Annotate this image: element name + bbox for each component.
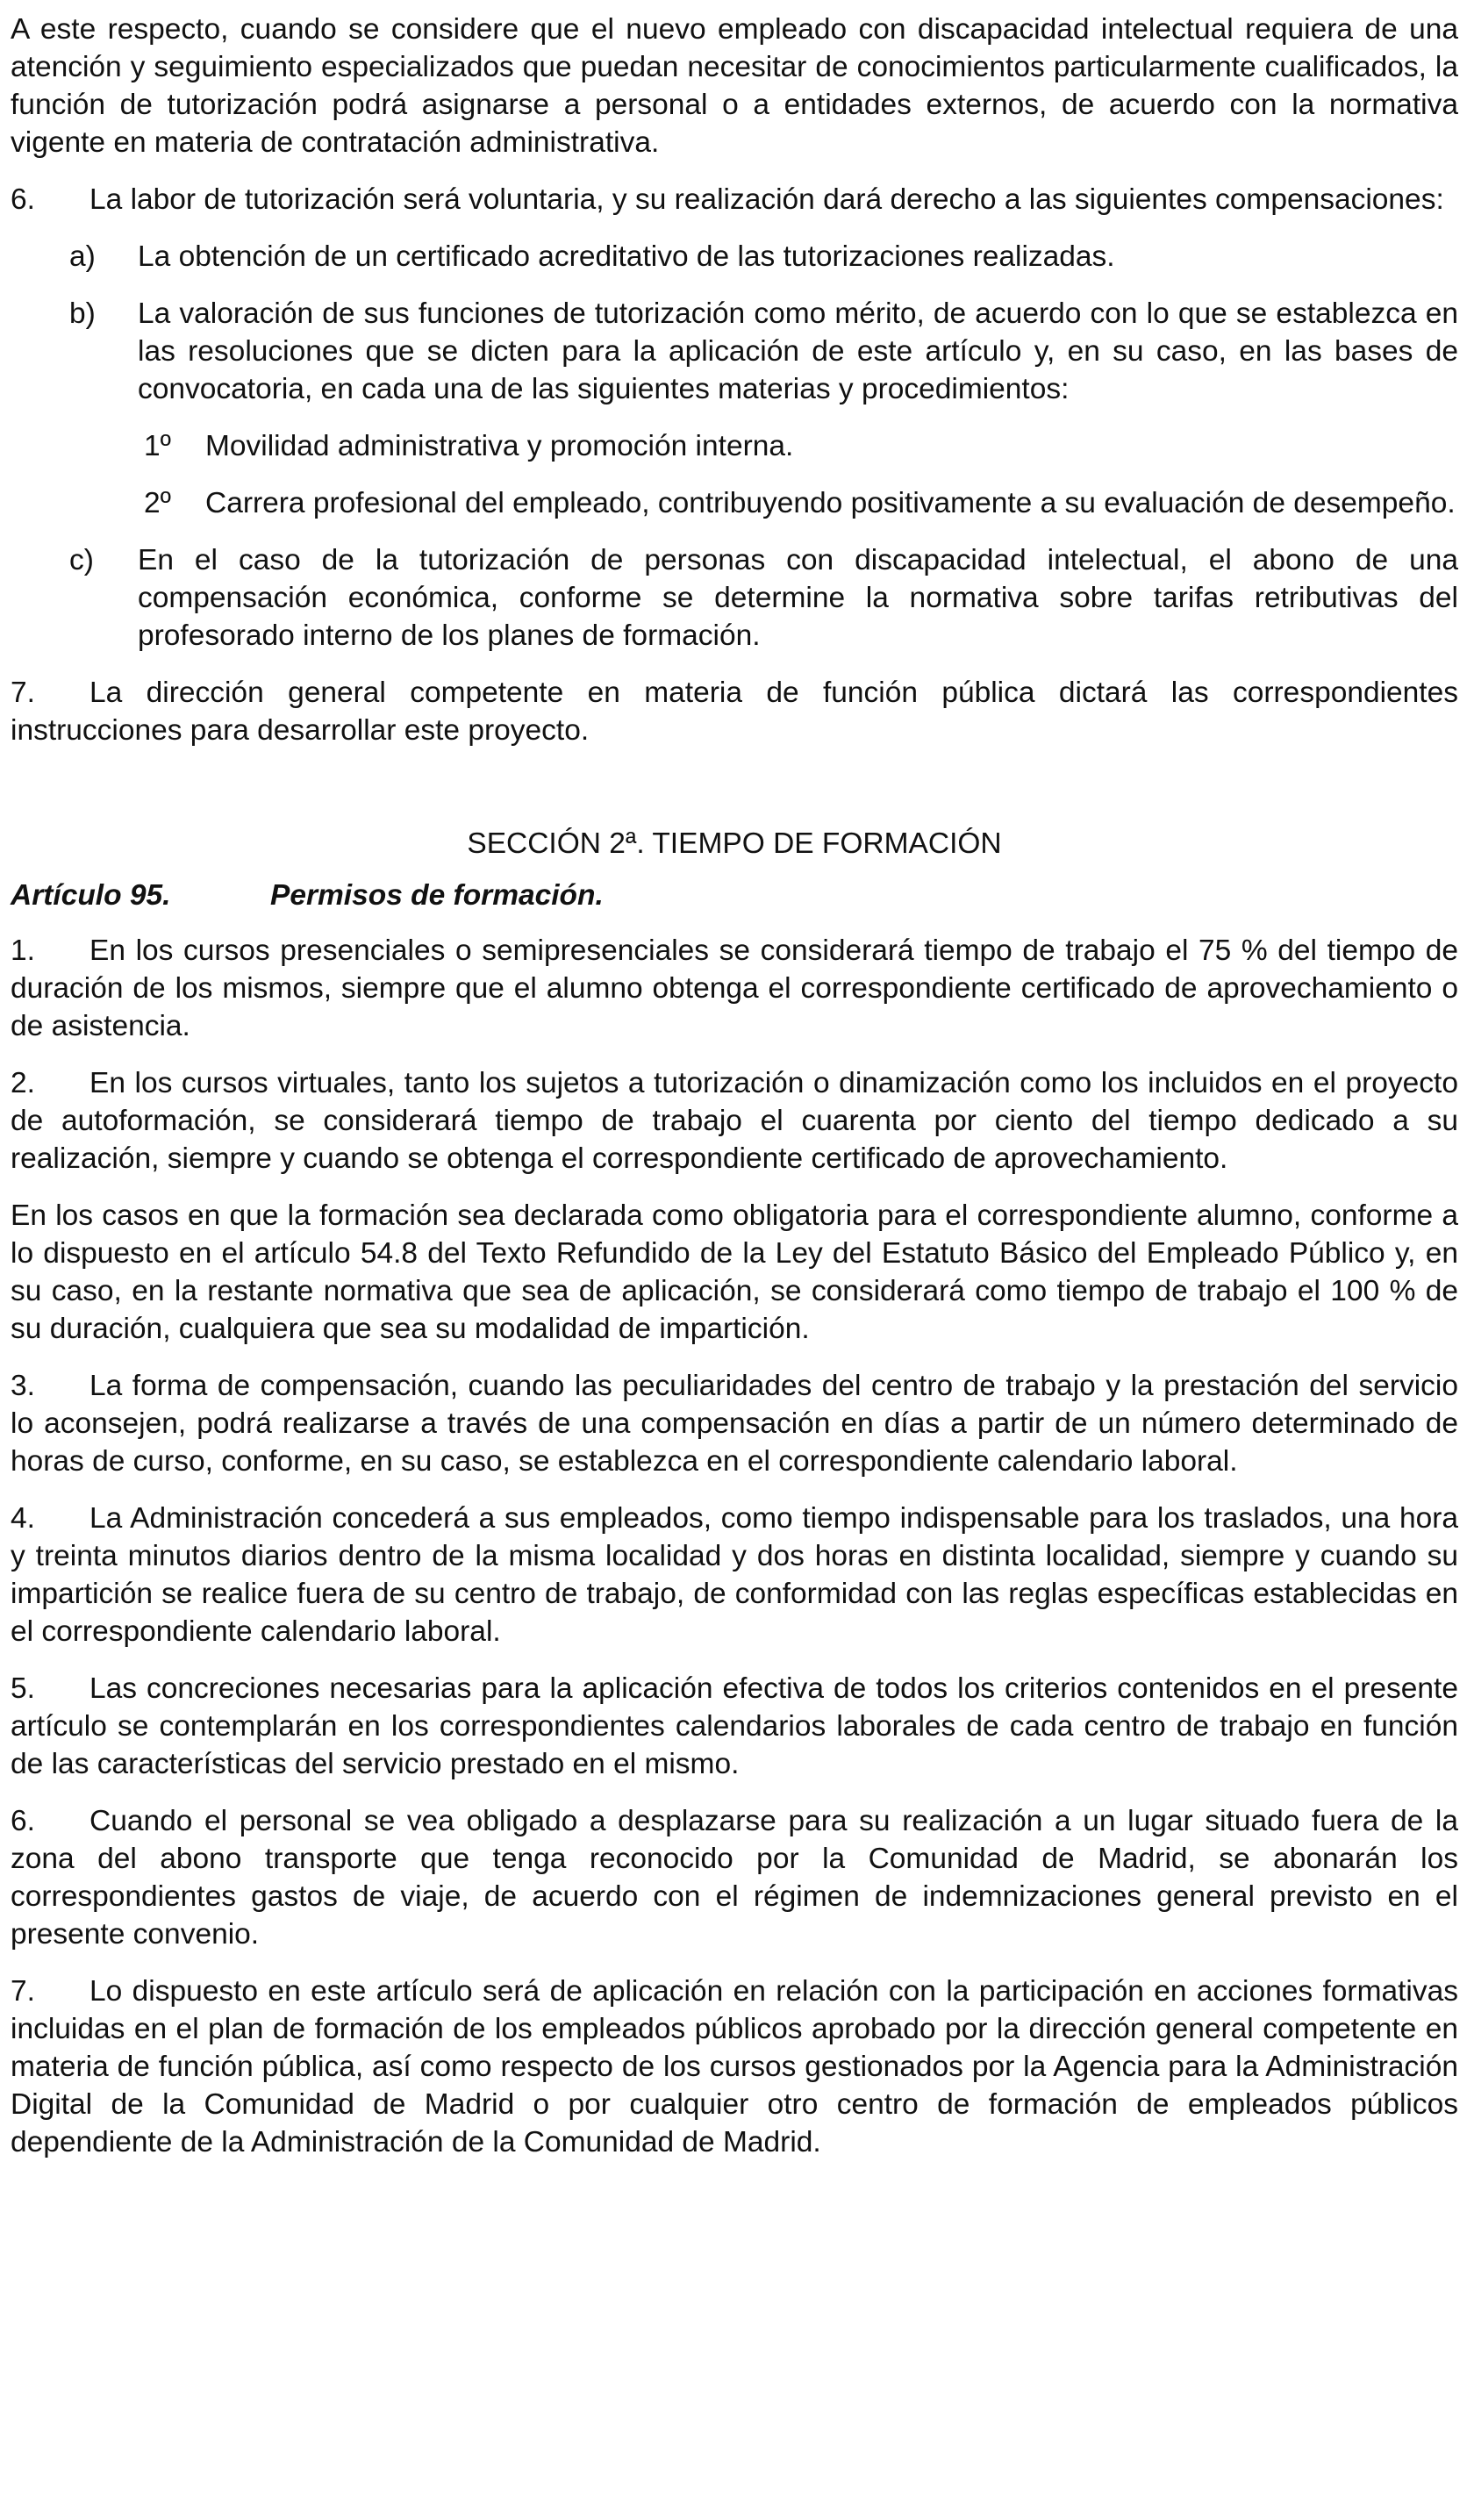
item-number: 1. xyxy=(11,934,35,967)
sub-label: a) xyxy=(69,240,96,273)
subsub-text: Carrera profesional del empleado, contribuyendo positivamente a su evaluación de desempeño. xyxy=(205,487,1456,519)
item-7 xyxy=(11,674,1458,749)
item-number: 2. xyxy=(11,1067,35,1099)
article-item-6 xyxy=(11,1802,1458,1953)
sub-label: b) xyxy=(69,297,96,330)
subsub-label: 2º xyxy=(144,487,171,519)
item-6-sub-c xyxy=(69,541,1458,655)
item-text: Lo dispuesto en este artículo será de aplicación en relación con la participación en acciones formativas incluidas en el plan de formación de los empleados públicos aprobado por la dirección general competente en materia de función pública, así como respecto de los cursos gestionados por la Agencia para la Administración Digital de la Comunidad de Madrid o por cualquier otro centro de formación de empleados públicos dependiente de la Administración de la Comunidad de Madrid. xyxy=(11,1975,1458,2158)
article-item-5 xyxy=(11,1670,1458,1783)
sub-text: La obtención de un certificado acreditativo de las tutorizaciones realizadas. xyxy=(138,240,1115,273)
item-number: 4. xyxy=(11,1502,35,1535)
item-6-b-sub-1 xyxy=(144,427,1458,465)
document-page xyxy=(11,11,1458,2180)
item-text: En los cursos presenciales o semipresenciales se considerará tiempo de trabajo el 75 % del tiempo de duración de los mismos, siempre que el alumno obtenga el correspondiente certificado de aprovechamiento o de asistencia. xyxy=(11,934,1458,1042)
item-text: Cuando el personal se vea obligado a desplazarse para su realización a un lugar situado fuera de la zona del abono transporte que tenga reconocido por la Comunidad de Madrid, se abonarán los correspondientes gastos de viaje, de acuerdo con el régimen de indemnizaciones general previsto en el presente convenio. xyxy=(11,1805,1458,1951)
intro-paragraph: A este respecto, cuando se considere que el nuevo empleado con discapacidad intelectual requiera de una atención y seguimiento especializados que puedan necesitar de conocimientos particularmente cualificados, la función de tutorización podrá asignarse a personal o a entidades externos, de acuerdo con la normativa vigente en materia de contratación administrativa. xyxy=(11,13,1458,159)
item-6-b-sub-2 xyxy=(144,484,1458,522)
article-number: Artículo 95. xyxy=(11,879,171,912)
item-text: La labor de tutorización será voluntaria, y su realización dará derecho a las siguientes compensaciones: xyxy=(89,183,1444,216)
subsub-label: 1º xyxy=(144,430,171,462)
article-item-7 xyxy=(11,1972,1458,2161)
sub-text: La valoración de sus funciones de tutorización como mérito, de acuerdo con lo que se establezca en las resoluciones que se dicten para la aplicación de este artículo y, en su caso, en las bases de convocatoria, en cada una de las siguientes materias y procedimientos: xyxy=(138,297,1458,405)
article-item-1 xyxy=(11,932,1458,1045)
article-item-2 xyxy=(11,1064,1458,1178)
sub-text: En el caso de la tutorización de personas con discapacidad intelectual, el abono de una compensación económica, conforme se determine la normativa sobre tarifas retributivas del profesorado interno de los planes de formación. xyxy=(138,544,1458,652)
article-item-4 xyxy=(11,1500,1458,1650)
item-number: 6. xyxy=(11,1805,35,1837)
article-heading xyxy=(11,877,1458,914)
subsub-text: Movilidad administrativa y promoción interna. xyxy=(205,430,794,462)
sub-label: c) xyxy=(69,544,94,576)
item-text: En los cursos virtuales, tanto los sujetos a tutorización o dinamización como los incluidos en el proyecto de autoformación, se considerará tiempo de trabajo el cuarenta por ciento del tiempo dedicado a su realización, siempre y cuando se obtenga el correspondiente certificado de aprovechamiento. xyxy=(11,1067,1458,1175)
article-title: Permisos de formación. xyxy=(270,879,604,912)
item-number: 5. xyxy=(11,1672,35,1705)
article-item-2-extra: En los casos en que la formación sea declarada como obligatoria para el correspondiente alumno, conforme a lo dispuesto en el artículo 54.8 del Texto Refundido de la Ley del Estatuto Básico del Empleado Público y, en su caso, en la restante normativa que sea de aplicación, se considerará como tiempo de trabajo el 100 % de su duración, cualquiera que sea su modalidad de impartición. xyxy=(11,1199,1458,1345)
item-text: La Administración concederá a sus empleados, como tiempo indispensable para los traslados, una hora y treinta minutos diarios dentro de la misma localidad y dos horas en distinta localidad, siempre y cuando su impartición se realice fuera de su centro de trabajo, de conformidad con las reglas específicas establecidas en el correspondiente calendario laboral. xyxy=(11,1502,1458,1648)
item-text: Las concreciones necesarias para la aplicación efectiva de todos los criterios contenidos en el presente artículo se contemplarán en los correspondientes calendarios laborales de cada centro de trabajo en función de las características del servicio prestado en el mismo. xyxy=(11,1672,1458,1780)
item-number: 7. xyxy=(11,677,35,709)
item-text: La dirección general competente en materia de función pública dictará las correspondientes instrucciones para desarrollar este proyecto. xyxy=(11,677,1458,747)
item-number: 7. xyxy=(11,1975,35,2008)
item-text: La forma de compensación, cuando las peculiaridades del centro de trabajo y la prestación del servicio lo aconsejen, podrá realizarse a través de una compensación en días a partir de un número determinado de horas de curso, conforme, en su caso, se establezca en el correspondiente calendario laboral. xyxy=(11,1370,1458,1478)
section-title: SECCIÓN 2ª. TIEMPO DE FORMACIÓN xyxy=(467,827,1002,860)
item-6-sub-b xyxy=(69,295,1458,408)
item-6-sub-a xyxy=(69,238,1458,276)
item-6 xyxy=(11,181,1458,218)
item-number: 3. xyxy=(11,1370,35,1402)
article-item-3 xyxy=(11,1367,1458,1480)
item-number: 6. xyxy=(11,183,35,216)
